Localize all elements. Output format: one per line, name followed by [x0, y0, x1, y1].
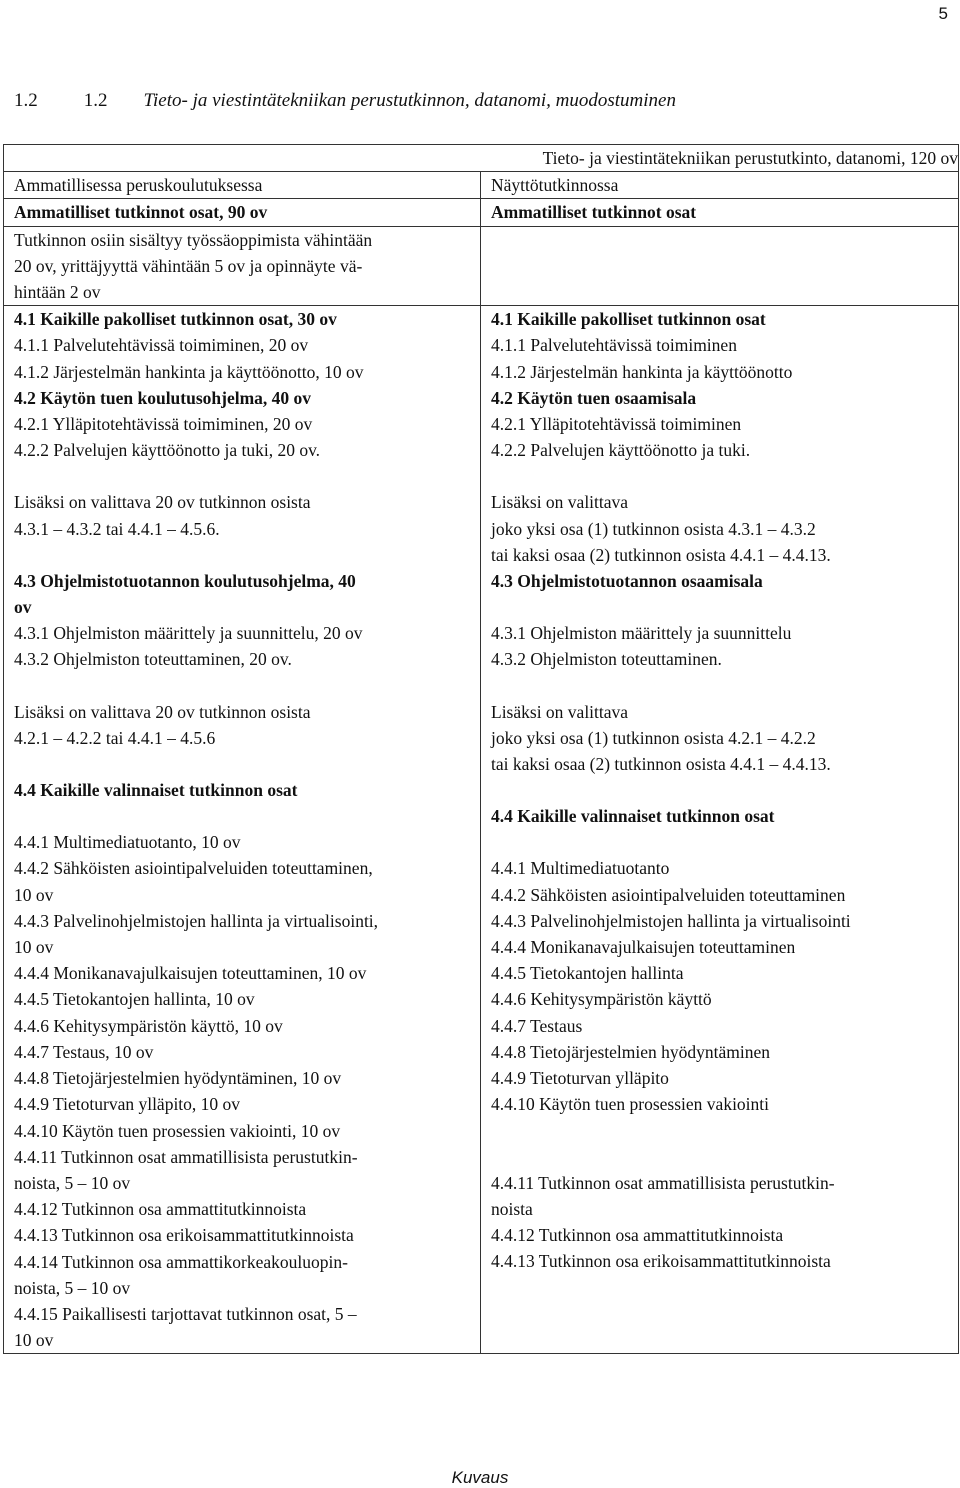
list-item: 4.4.3 Palvelinohjelmistojen hallinta ja virtualisointi,: [14, 910, 379, 931]
list-item: 4.2.1 Ylläpitotehtävissä toimiminen, 20 ov: [14, 414, 313, 435]
heading-number-2: 1.2: [83, 90, 108, 111]
right-content-cell: [481, 306, 959, 1354]
list-item: 4.4.6 Kehitysympäristön käyttö, 10 ov: [14, 1015, 283, 1036]
left-s42-extra: Lisäksi on valittava 20 ov tutkinnon osista: [14, 492, 311, 513]
right-s42-title: 4.2 Käytön tuen osaamisala: [491, 387, 697, 408]
left-s43-title: 4.3 Ohjelmistotuotannon koulutusohjelma, 40: [14, 570, 356, 591]
list-item: 4.4.4 Monikanavajulkaisujen toteuttaminen, 10 ov: [14, 963, 367, 984]
left-header: Ammatillisessa peruskoulutuksessa: [4, 172, 481, 199]
heading-number-1: 1.2: [14, 90, 38, 111]
list-item: 4.4.14 Tutkinnon osa ammattikorkeakouluopin-: [14, 1251, 348, 1272]
right-s43-extra: tai kaksi osaa (2) tutkinnon osista 4.4.1 – 4.4.13.: [491, 754, 831, 775]
intro-line: 20 ov, yrittäjyyttä vähintään 5 ov ja opinnäyte vä-: [14, 255, 363, 276]
list-item: 4.4.1 Multimediatuotanto: [491, 858, 670, 879]
list-item: 4.4.6 Kehitysympäristön käyttö: [491, 989, 712, 1010]
list-item: 4.4.11 Tutkinnon osat ammatillisista perustutkin-: [14, 1146, 358, 1167]
list-item: 4.4.12 Tutkinnon osa ammattitutkinnoista: [14, 1199, 307, 1220]
list-item: 4.4.2 Sähköisten asiointipalveluiden toteuttaminen,: [14, 858, 373, 879]
list-item: 10 ov: [14, 937, 54, 958]
list-item: 4.4.1 Multimediatuotanto, 10 ov: [14, 832, 241, 853]
right-subheader: Ammatilliset tutkinnot osat: [481, 199, 959, 226]
list-item: 4.2.2 Palvelujen käyttöönotto ja tuki.: [491, 440, 751, 461]
list-item: 4.4.2 Sähköisten asiointipalveluiden toteuttaminen: [491, 884, 846, 905]
list-item: noista, 5 – 10 ov: [14, 1172, 131, 1193]
list-item: 4.4.10 Käytön tuen prosessien vakiointi, 10 ov: [14, 1120, 341, 1141]
list-item: 4.2.2 Palvelujen käyttöönotto ja tuki, 20 ov.: [14, 440, 321, 461]
left-s41-title: 4.1 Kaikille pakolliset tutkinnon osat, 30 ov: [14, 309, 337, 330]
list-item: 4.4.3 Palvelinohjelmistojen hallinta ja virtualisointi: [491, 910, 851, 931]
left-s42-title: 4.2 Käytön tuen koulutusohjelma, 40 ov: [14, 387, 312, 408]
list-item: noista: [491, 1198, 533, 1219]
page-number: 5: [938, 4, 948, 23]
list-item: 4.4.13 Tutkinnon osa erikoisammattitutkinnoista: [14, 1225, 354, 1246]
list-item: 4.3.1 Ohjelmiston määrittely ja suunnittelu, 20 ov: [14, 623, 363, 644]
left-s43-title: ov: [14, 597, 32, 618]
list-item: 4.4.13 Tutkinnon osa erikoisammattitutkinnoista: [491, 1251, 831, 1272]
right-s42-extra: joko yksi osa (1) tutkinnon osista 4.3.1 – 4.3.2: [491, 518, 816, 539]
list-item: 4.4.15 Paikallisesti tarjottavat tutkinnon osat, 5 –: [14, 1303, 357, 1324]
list-item: 4.3.1 Ohjelmiston määrittely ja suunnittelu: [491, 623, 792, 644]
right-s43-extra: joko yksi osa (1) tutkinnon osista 4.2.1 – 4.2.2: [491, 727, 816, 748]
left-s43-extra: Lisäksi on valittava 20 ov tutkinnon osista: [14, 701, 311, 722]
left-subheader: Ammatilliset tutkinnot osat, 90 ov: [4, 199, 481, 226]
right-s43-title: 4.3 Ohjelmistotuotannon osaamisala: [491, 571, 763, 592]
list-item: 4.4.9 Tietoturvan ylläpito, 10 ov: [14, 1094, 241, 1115]
left-s42-extra: 4.3.1 – 4.3.2 tai 4.4.1 – 4.5.6.: [14, 518, 220, 539]
list-item: 4.4.11 Tutkinnon osat ammatillisista perustutkin-: [491, 1172, 835, 1193]
right-s41-title: 4.1 Kaikille pakolliset tutkinnon osat: [491, 309, 766, 330]
list-item: noista, 5 – 10 ov: [14, 1277, 131, 1298]
list-item: 4.4.9 Tietoturvan ylläpito: [491, 1068, 669, 1089]
list-item: 4.3.2 Ohjelmiston toteuttaminen, 20 ov.: [14, 649, 292, 670]
list-item: 4.4.4 Monikanavajulkaisujen toteuttaminen: [491, 937, 796, 958]
list-item: 4.4.10 Käytön tuen prosessien vakiointi: [491, 1094, 770, 1115]
right-s43-extra: Lisäksi on valittava: [491, 701, 629, 722]
list-item: 4.4.7 Testaus, 10 ov: [14, 1041, 154, 1062]
right-s42-extra: Lisäksi on valittava: [491, 492, 629, 513]
right-s44-title: 4.4 Kaikille valinnaiset tutkinnon osat: [491, 806, 775, 827]
list-item: 4.4.5 Tietokantojen hallinta: [491, 963, 684, 984]
list-item: 4.1.2 Järjestelmän hankinta ja käyttöönotto: [491, 361, 793, 382]
right-header: Näyttötutkinnossa: [481, 172, 959, 199]
list-item: 4.1.1 Palvelutehtävissä toimiminen, 20 ov: [14, 335, 309, 356]
intro-line: hintään 2 ov: [14, 282, 101, 303]
left-s44-title: 4.4 Kaikille valinnaiset tutkinnon osat: [14, 780, 298, 801]
intro-line: Tutkinnon osiin sisältyy työssäoppimista vähintään: [14, 229, 373, 250]
left-content-cell: [4, 306, 481, 1354]
list-item: 4.1.2 Järjestelmän hankinta ja käyttöönotto, 10 ov: [14, 361, 364, 382]
list-item: 4.4.7 Testaus: [491, 1015, 583, 1036]
list-item: 4.3.2 Ohjelmiston toteuttaminen.: [491, 649, 722, 670]
list-item: 4.4.8 Tietojärjestelmien hyödyntäminen, 10 ov: [14, 1068, 342, 1089]
right-s42-extra: tai kaksi osaa (2) tutkinnon osista 4.4.1 – 4.4.13.: [491, 544, 831, 565]
list-item: 4.2.1 Ylläpitotehtävissä toimiminen: [491, 414, 742, 435]
list-item: 4.4.5 Tietokantojen hallinta, 10 ov: [14, 989, 255, 1010]
footer-caption: Kuvaus: [451, 1468, 509, 1487]
intro-cell: [4, 226, 481, 306]
intro-empty-cell: [481, 226, 959, 306]
qualification-table: [3, 144, 959, 1354]
section-heading: [14, 90, 676, 112]
list-item: 10 ov: [14, 884, 54, 905]
list-item: 4.4.8 Tietojärjestelmien hyödyntäminen: [491, 1041, 771, 1062]
heading-title: Tieto- ja viestintätekniikan perustutkinnon, datanomi, muodostuminen: [143, 90, 676, 111]
list-item: 10 ov: [14, 1330, 54, 1351]
table-title: Tieto- ja viestintätekniikan perustutkinto, datanomi, 120 ov: [4, 145, 959, 172]
left-s43-extra: 4.2.1 – 4.2.2 tai 4.4.1 – 4.5.6: [14, 727, 216, 748]
list-item: 4.1.1 Palvelutehtävissä toimiminen: [491, 335, 737, 356]
list-item: 4.4.12 Tutkinnon osa ammattitutkinnoista: [491, 1224, 784, 1245]
